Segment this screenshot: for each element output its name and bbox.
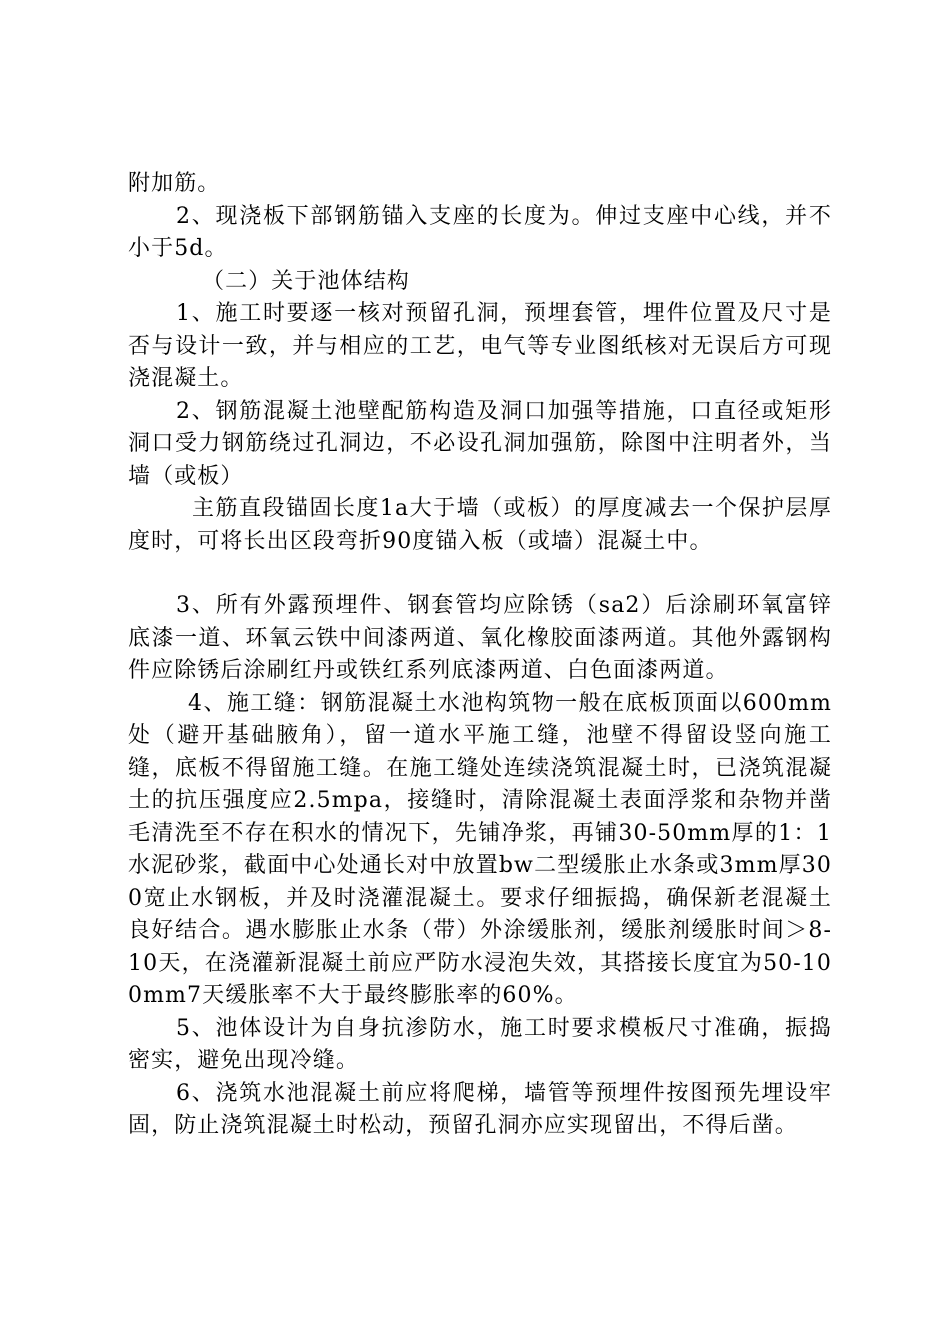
paragraph-item-1-check-openings: 1、施工时要逐一核对预留孔洞，预埋套管，埋件位置及尺寸是否与设计一致，并与相应的工艺，电气等专业图纸核对无误后方可现浇混凝土。 <box>128 301 832 391</box>
section-heading-pool-structure: （二）关于池体结构 <box>202 268 410 294</box>
paragraph-main-bar-anchorage: 主筋直段锚固长度1a大于墙（或板）的厚度减去一个保护层厚度时，可将长出区段弯折90度锚入板（或墙）混凝土中。 <box>128 496 832 554</box>
paragraph-item-3-coating: 3、所有外露预埋件、钢套管均应除锈（sa2）后涂刷环氧富锌底漆一道、环氧云铁中间漆两道、氧化橡胶面漆两道。其他外露钢构件应除锈后涂刷红丹或铁红系列底漆两道、白色面漆两道。 <box>128 593 832 683</box>
paragraph-gap <box>128 558 832 590</box>
paragraph-item-2-reinforcement: 2、钢筋混凝土池壁配筋构造及洞口加强等措施，口直径或矩形洞口受力钢筋绕过孔洞边，不必设孔洞加强筋，除图中注明者外，当墙（或板） <box>128 398 832 489</box>
paragraph-item-2-anchorage: 2、现浇板下部钢筋锚入支座的长度为。伸过支座中心线，并不小于5d。 <box>128 203 832 261</box>
paragraph-continuation: 附加筋。 <box>128 171 221 196</box>
paragraph-item-5-waterproof: 5、池体设计为自身抗渗防水，施工时要求模板尺寸准确，振捣密实，避免出现冷缝。 <box>128 1015 832 1073</box>
paragraph-item-4-construction-joint: 4、施工缝：钢筋混凝土水池构筑物一般在底板顶面以600mm处（避开基础腋角），留一道水平施工缝，池壁不得留设竖向施工缝，底板不得留施工缝。在施工缝处连续浇筑混凝土时，已浇筑混凝土的抗压强度应2.5mpa，接缝时，清除混凝土表面浮浆和杂物并凿毛清洗至不存在积水的情况下，先铺净浆，再铺30-50mm厚的1：1水泥砂浆，截面中心处通长对中放置bw二型缓胀止水条或3mm厚300宽止水钢板，并及时浇灌混凝土。要求仔细振捣，确保新老混凝土良好结合。遇水膨胀止水条（带）外涂缓胀剂，缓胀剂缓胀时间＞8-10天，在浇灌新混凝土前应严防水浸泡失效，其搭接长度宜为50-100mm7天缓胀率不大于最终膨胀率的60%。 <box>128 690 832 1008</box>
document-body <box>128 168 832 1143</box>
paragraph-item-6-embedded-parts: 6、浇筑水池混凝土前应将爬梯，墙管等预埋件按图预先埋设牢固，防止浇筑混凝土时松动，预留孔洞亦应实现留出，不得后凿。 <box>128 1080 832 1138</box>
